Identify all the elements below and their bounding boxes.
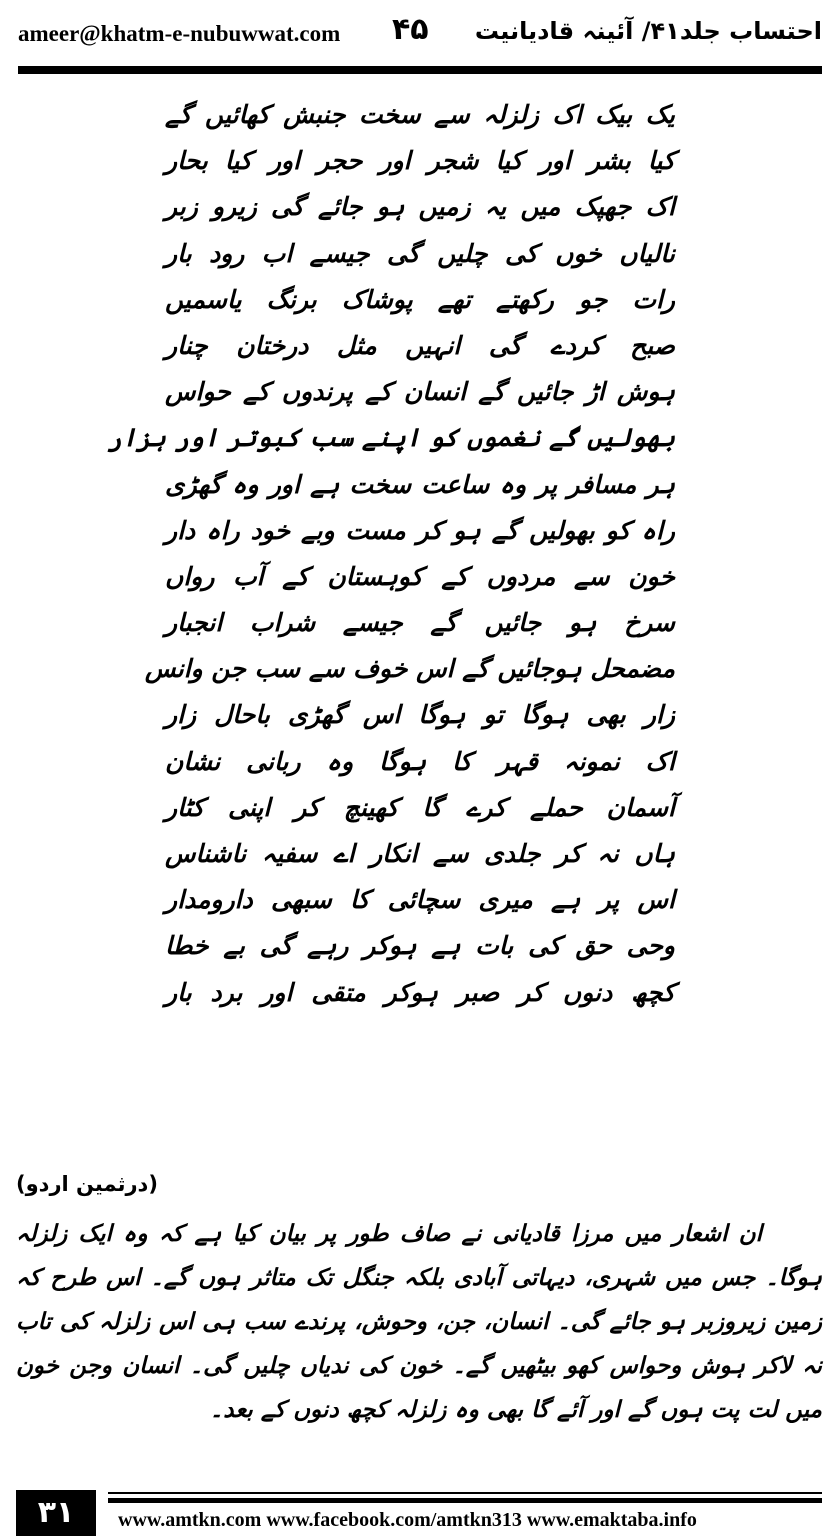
footer-links: www.amtkn.com www.facebook.com/amtkn313 www.emaktaba.info	[118, 1509, 697, 1531]
page-footer	[0, 1480, 840, 1540]
verse: آسمان حملے کرے گا کھینچ کر اپنی کٹار	[165, 792, 675, 822]
verse: ہر مسافر پر وہ ساعت سخت ہے اور وہ گھڑی	[165, 469, 675, 499]
running-title: احتساب جلد۴۱/ آئینہ قادیانیت	[474, 17, 822, 45]
header-rule	[18, 66, 822, 74]
header-email: ameer@khatm-e-nubuwwat.com	[18, 21, 341, 46]
footer-rule-thin	[108, 1492, 822, 1494]
page-header	[0, 0, 840, 66]
verse: زار بھی ہوگا تو ہوگا اس گھڑی باحال زار	[165, 700, 675, 730]
verse: خون سے مردوں کے کوہستان کے آب رواں	[165, 561, 675, 591]
verse: نالیاں خوں کی چلیں گی جیسے اب رود بار	[165, 238, 675, 268]
folio-number: ۳۱	[16, 1490, 96, 1536]
footer-rule-thick	[108, 1498, 822, 1503]
verse: اک نمونہ قہر کا ہوگا وہ ربانی نشان	[165, 746, 675, 776]
verse: راہ کو بھولیں گے ہو کر مست وبے خود راہ دار	[165, 515, 675, 545]
commentary-paragraph: ان اشعار میں مرزا قادیانی نے صاف طور پر بیان کیا ہے کہ وہ ایک زلزلہ ہوگا۔ جس میں شہری، دیہاتی آبادی بلکہ جنگل تک متاثر ہوں گے۔ اس طرح کہ زمین زیروزبر ہو جائے گی۔ انسان، جن، وحوش، پرندے سب ہی اس زلزلہ کی تاب نہ لاکر ہوش وحواس کھو بیٹھیں گے۔ خون کی ندیاں چلیں گی۔ انسان وجن خون میں لت پت ہوں گے اور آئے گا بھی وہ زلزلہ کچھ دنوں کے بعد۔	[16, 1221, 822, 1423]
verse: سرخ ہو جائیں گے جیسے شراب انجبار	[165, 608, 675, 638]
page-number: ۴۵	[392, 12, 429, 47]
verse: ہاں نہ کر جلدی سے انکار اے سفیہ ناشناس	[165, 839, 675, 868]
verse: مضمحل ہوجائیں گے اس خوف سے سب جن وانس	[144, 654, 675, 684]
verse: اس پر ہے میری سچائی کا سبھی دارومدار	[165, 885, 675, 915]
verse: صبح کردے گی انہیں مثل درختان چنار	[165, 330, 675, 360]
verse: بھولیں گے نغموں کو اپنے سب کبوتر اور ہزار	[107, 423, 675, 453]
source-citation: (درثمین اردو)	[16, 1172, 158, 1196]
verse: اک جھپک میں یہ زمیں ہو جائے گی زیرو زبر	[165, 192, 675, 222]
verse: وحی حق کی بات ہے ہوکر رہے گی بے خطا	[165, 931, 675, 961]
verse: ہوش اڑ جائیں گے انسان کے پرندوں کے حواس	[165, 377, 675, 407]
poem	[107, 92, 675, 1016]
verse: رات جو رکھتے تھے پوشاک برنگ یاسمیں	[165, 284, 675, 314]
verse: کیا بشر اور کیا شجر اور حجر اور کیا بحار	[165, 146, 675, 176]
verse: کچھ دنوں کر صبر ہوکر متقی اور برد بار	[165, 977, 675, 1007]
verse: یک بیک اک زلزلہ سے سخت جنبش کھائیں گے	[165, 100, 675, 129]
